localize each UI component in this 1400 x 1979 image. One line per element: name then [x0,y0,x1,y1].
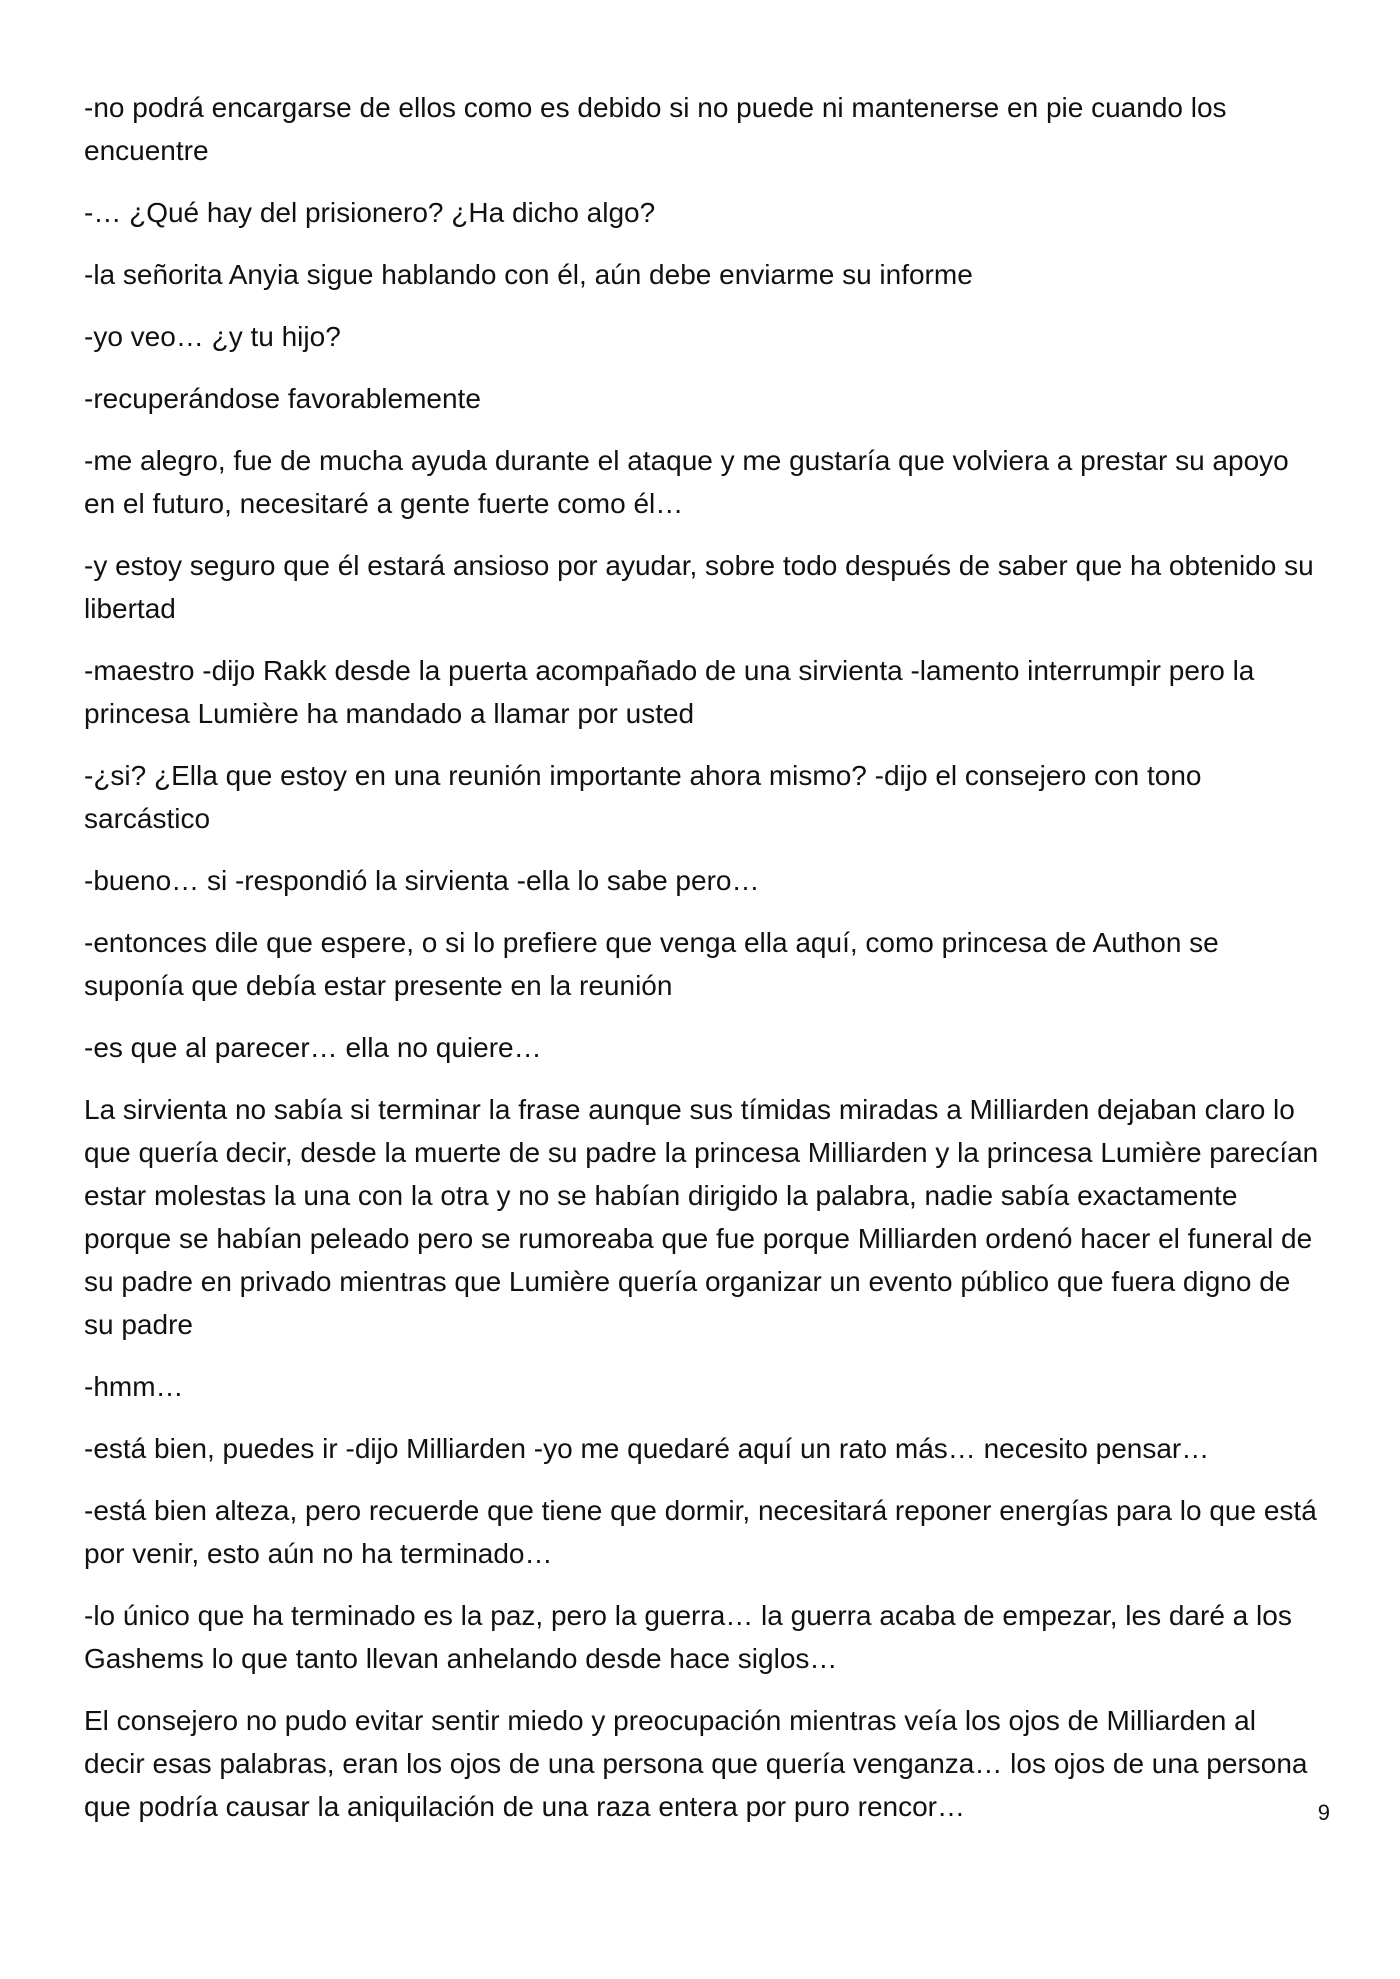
paragraph: -está bien alteza, pero recuerde que tiene que dormir, necesitará reponer energías para lo que está por venir, esto aún no ha terminado… [84,1495,1317,1569]
paragraph: -¿si? ¿Ella que estoy en una reunión importante ahora mismo? -dijo el consejero con tono sarcástico [84,760,1202,834]
paragraph: -me alegro, fue de mucha ayuda durante el ataque y me gustaría que volviera a prestar su apoyo en el futuro, necesitaré a gente fuerte como él… [84,445,1289,519]
paragraph: -yo veo… ¿y tu hijo? [84,321,341,352]
paragraph: -está bien, puedes ir -dijo Milliarden -yo me quedaré aquí un rato más… necesito pensar… [84,1433,1210,1464]
paragraph: -… ¿Qué hay del prisionero? ¿Ha dicho algo? [84,197,656,228]
paragraph: La sirvienta no sabía si terminar la frase aunque sus tímidas miradas a Milliarden dejaban claro lo que quería decir, desde la muerte de su padre la princesa Milliarden y la princesa Lumière parecían estar molestas la una con la otra y no se habían dirigido la palabra, nadie sabía exactamente porque se habían peleado pero se rumoreaba que fue porque Milliarden ordenó hacer el funeral de su padre en privado mientras que Lumière quería organizar un evento público que fuera digno de su padre [84,1094,1319,1340]
paragraph: El consejero no pudo evitar sentir miedo y preocupación mientras veía los ojos de Milliarden al decir esas palabras, eran los ojos de una persona que quería venganza… los ojos de una persona que podría causar la aniquilación de una raza entera por puro rencor… [84,1705,1308,1822]
paragraph: -lo único que ha terminado es la paz, pero la guerra… la guerra acaba de empezar, les daré a los Gashems lo que tanto llevan anhelando desde hace siglos… [84,1600,1292,1674]
paragraph: -entonces dile que espere, o si lo prefiere que venga ella aquí, como princesa de Authon se suponía que debía estar presente en la reunión [84,927,1219,1001]
document-body [84,86,1319,1847]
paragraph: -y estoy seguro que él estará ansioso por ayudar, sobre todo después de saber que ha obtenido su libertad [84,550,1314,624]
paragraph: -es que al parecer… ella no quiere… [84,1032,542,1063]
page-number: 9 [1317,1800,1330,1825]
paragraph: -bueno… si -respondió la sirvienta -ella lo sabe pero… [84,865,760,896]
paragraph: -no podrá encargarse de ellos como es debido si no puede ni mantenerse en pie cuando los encuentre [84,92,1227,166]
paragraph: -hmm… [84,1371,184,1402]
paragraph: -la señorita Anyia sigue hablando con él, aún debe enviarme su informe [84,259,973,290]
paragraph: -maestro -dijo Rakk desde la puerta acompañado de una sirvienta -lamento interrumpir pero la princesa Lumière ha mandado a llamar por usted [84,655,1255,729]
paragraph: -recuperándose favorablemente [84,383,481,414]
